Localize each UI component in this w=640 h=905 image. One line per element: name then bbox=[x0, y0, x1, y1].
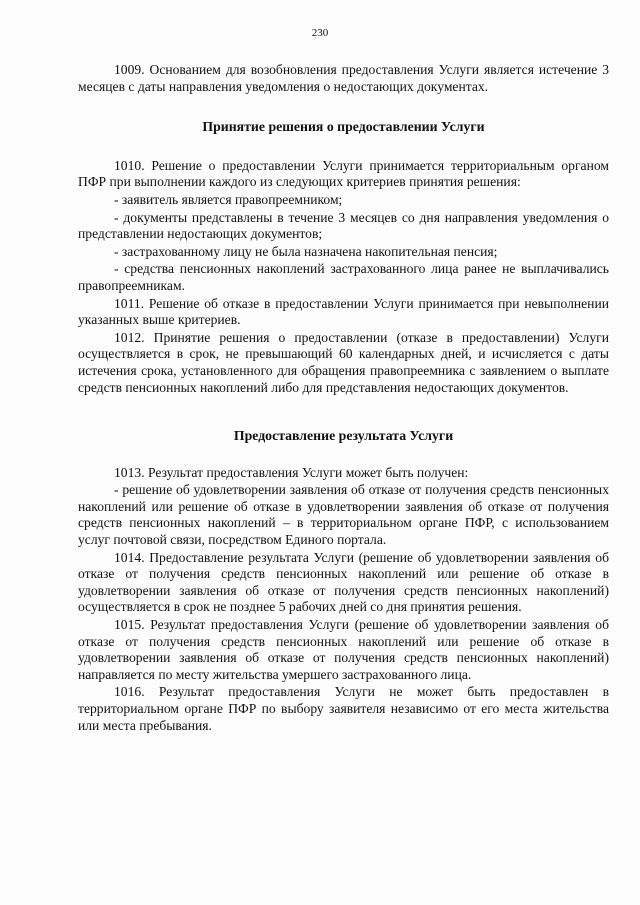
page-number: 230 bbox=[311, 27, 329, 39]
result-item: - решение об удовлетворении заявления об отказе от получения средств пенсионных накоплений или решение об отказе в удовлетворении заявления об отказе от получения средств пенсионных накоплений – в территориальном органе ПФР, с использованием услуг почтовой связи, посредством Единого портала. bbox=[78, 482, 609, 548]
paragraph-1016: 1016. Результат предоставления Услуги не может быть предоставлен в территориальном органе ПФР по выбору заявителя независимо от его места жительства или места пребывания. bbox=[78, 684, 609, 733]
criterion-item: - застрахованному лицу не была назначена накопительная пенсия; bbox=[114, 243, 498, 259]
document-body bbox=[78, 62, 609, 735]
criterion-item: - средства пенсионных накоплений застрахованного лица ранее не выплачивались правопреемникам. bbox=[78, 261, 609, 293]
paragraph-1013: 1013. Результат предоставления Услуги может быть получен: bbox=[114, 464, 469, 480]
section-heading-decision: Принятие решения о предоставлении Услуги bbox=[202, 119, 485, 135]
paragraph-1010: 1010. Решение о предоставлении Услуги принимается территориальным органом ПФР при выполнении каждого из следующих критериев принятия решения: bbox=[78, 157, 609, 190]
section-heading-result: Предоставление результата Услуги bbox=[233, 428, 454, 444]
paragraph-1015: 1015. Результат предоставления Услуги (решение об удовлетворении заявления об отказе от получения средств пенсионных накоплений или решение об отказе в удовлетворении заявления об отказе от получения средств пенсионных накоплений) направляется по месту жительства умершего застрахованного лица. bbox=[78, 617, 609, 682]
paragraph-1014: 1014. Предоставление результата Услуги (решение об удовлетворении заявления об отказе от получения средств пенсионных накоплений или решение об отказе в удовлетворении заявления об отказе от получения средств пенсионных накоплений) осуществляется в срок не позднее 5 рабочих дней со дня принятия решения. bbox=[78, 549, 609, 615]
paragraph-1011: 1011. Решение об отказе в предоставлении Услуги принимается при невыполнении указанных выше критериев. bbox=[78, 295, 609, 328]
paragraph-1012: 1012. Принятие решения о предоставлении (отказе в предоставлении) Услуги осуществляется в срок, не превышающий 60 календарных дней, и исчисляется с даты истечения срока, установленного для обращения правопреемника с заявлением о выплате средств пенсионных накоплений либо для представления недостающих документов. bbox=[78, 329, 609, 395]
criterion-item: - заявитель является правопреемником; bbox=[114, 191, 343, 207]
criterion-item: - документы представлены в течение 3 месяцев со дня направления уведомления о представлении недостающих документов; bbox=[78, 209, 609, 242]
paragraph-1009: 1009. Основанием для возобновления предоставления Услуги является истечение 3 месяцев с даты направления уведомления о недостающих документах. bbox=[78, 62, 609, 94]
